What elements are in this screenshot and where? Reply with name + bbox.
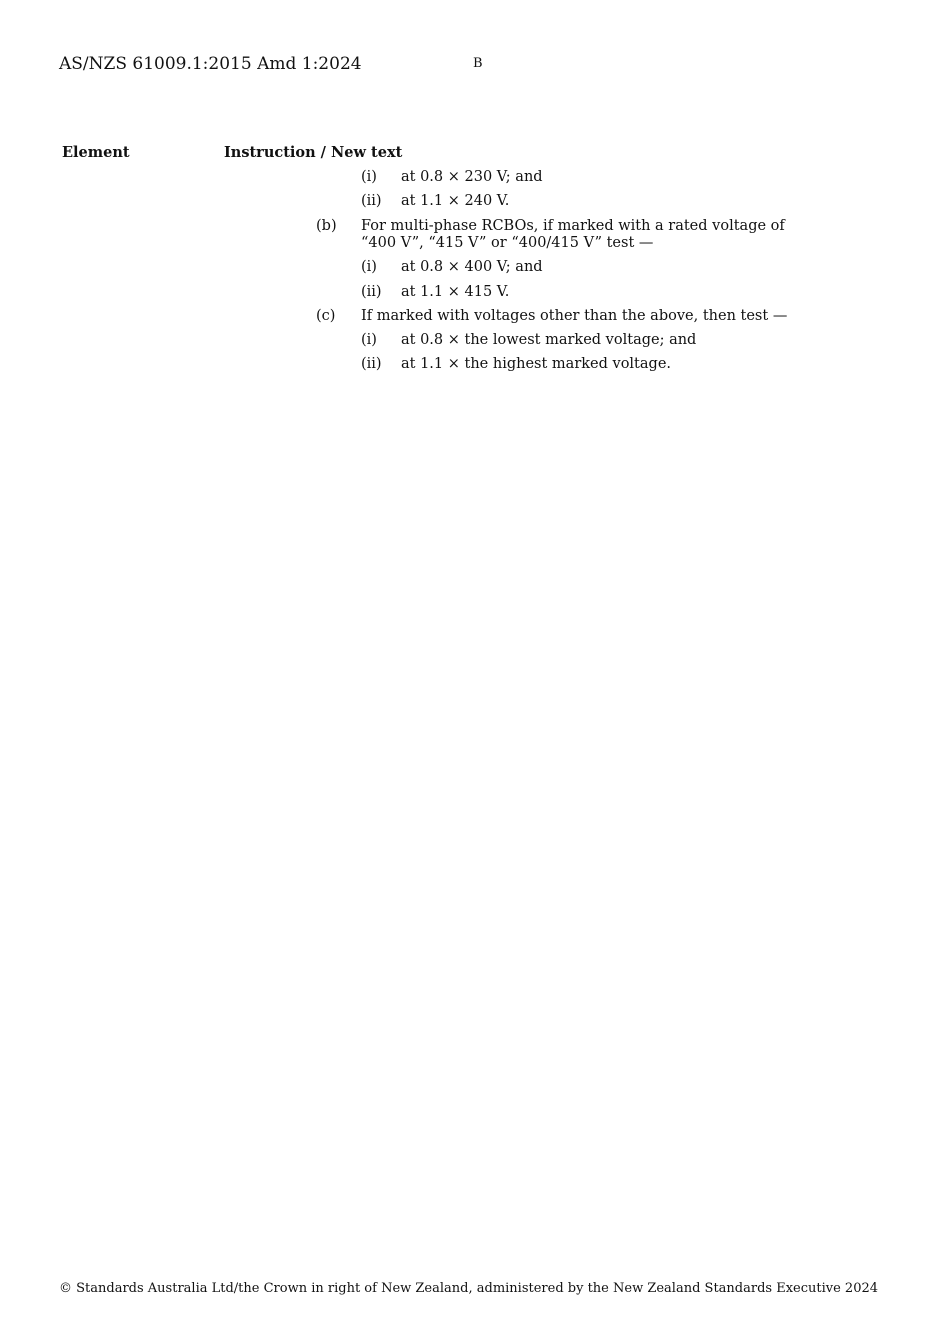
list-marker: (ii) bbox=[361, 193, 382, 209]
list-marker: (ii) bbox=[361, 284, 382, 300]
list-marker: (i) bbox=[361, 332, 377, 348]
column-header-element: Element bbox=[62, 144, 130, 161]
list-marker: (ii) bbox=[361, 356, 382, 372]
list-item-text: at 1.1 × the highest marked voltage. bbox=[401, 356, 672, 372]
list-item-text: at 0.8 × 400 V; and bbox=[401, 259, 543, 275]
list-item-text: For multi-phase RCBOs, if marked with a rated voltage of bbox=[361, 218, 785, 234]
list-marker: (i) bbox=[361, 169, 377, 185]
page-mark: B bbox=[473, 56, 483, 71]
list-item-text: If marked with voltages other than the above, then test — bbox=[361, 308, 788, 324]
list-marker: (b) bbox=[316, 218, 337, 234]
list-marker: (i) bbox=[361, 259, 377, 275]
list-item-text: at 1.1 × 415 V. bbox=[401, 284, 510, 300]
list-item-text-continued: “400 V”, “415 V” or “400/415 V” test — bbox=[361, 235, 654, 251]
footer-copyright: © Standards Australia Ltd/the Crown in right of New Zealand, administered by the New Zealand Standards Executive 2024 bbox=[59, 1281, 879, 1296]
list-marker: (c) bbox=[316, 308, 336, 324]
list-item-text: at 0.8 × the lowest marked voltage; and bbox=[401, 332, 697, 348]
document-title: AS/NZS 61009.1:2015 Amd 1:2024 bbox=[59, 54, 362, 74]
column-header-instruction: Instruction / New text bbox=[224, 144, 403, 161]
list-item-text: at 0.8 × 230 V; and bbox=[401, 169, 543, 185]
list-item-text: at 1.1 × 240 V. bbox=[401, 193, 510, 209]
